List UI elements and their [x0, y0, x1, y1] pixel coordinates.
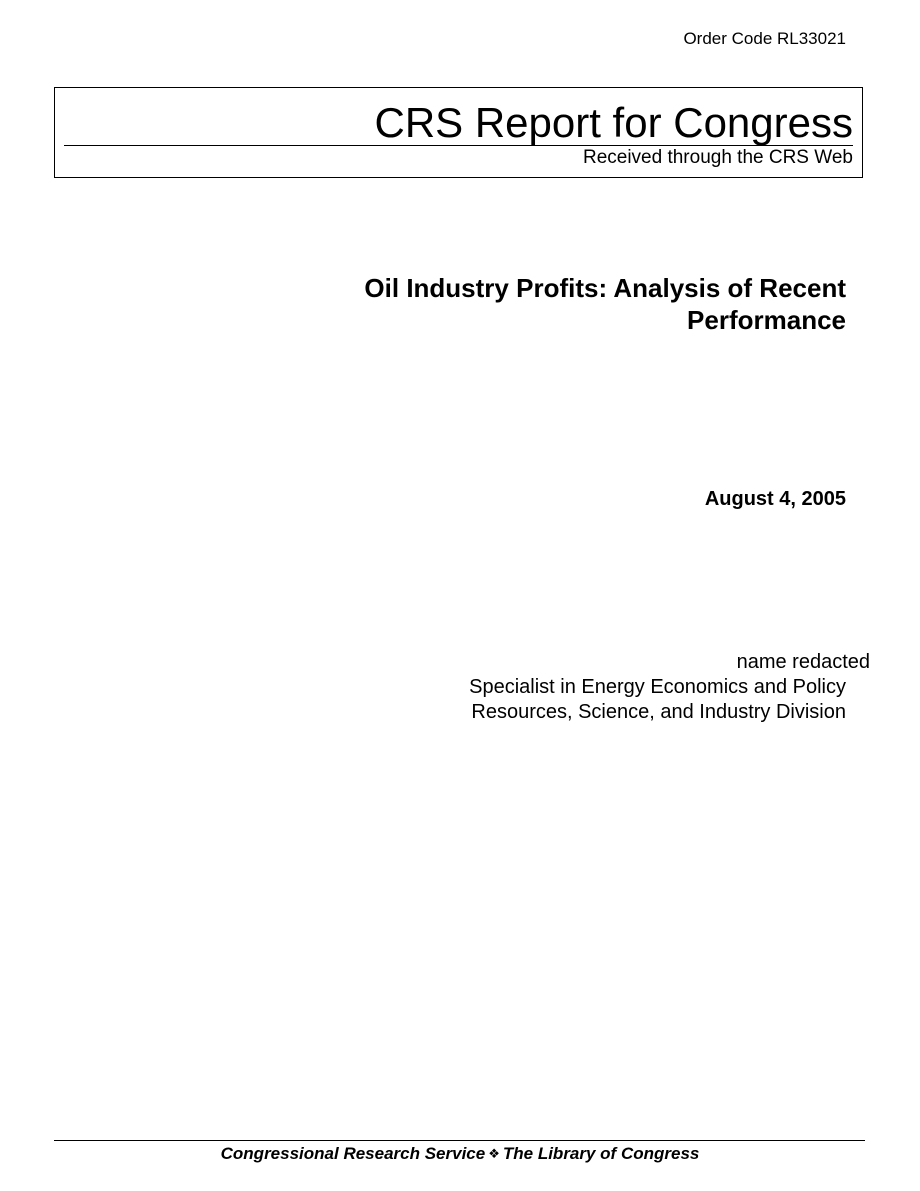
report-title-line-1: Oil Industry Profits: Analysis of Recent [364, 273, 846, 303]
author-name: name redacted [736, 651, 870, 673]
author-role: Specialist in Energy Economics and Policy [469, 676, 846, 698]
four-diamond-icon: ❖ [488, 1147, 500, 1162]
footer-divider [54, 1140, 865, 1141]
report-banner [54, 87, 863, 178]
report-title [246, 272, 846, 336]
report-title-line-2: Performance [687, 305, 846, 335]
report-date: August 4, 2005 [704, 488, 846, 510]
banner-subtitle: Received through the CRS Web [582, 147, 853, 168]
author-division: Resources, Science, and Industry Division [471, 701, 846, 723]
banner-divider [64, 145, 853, 146]
banner-title: CRS Report for Congress [374, 99, 853, 146]
order-code: Order Code RL33021 [683, 29, 846, 48]
footer-library: The Library of Congress [502, 1144, 700, 1163]
footer-publisher: Congressional Research Service [220, 1144, 486, 1163]
footer [0, 1144, 920, 1164]
